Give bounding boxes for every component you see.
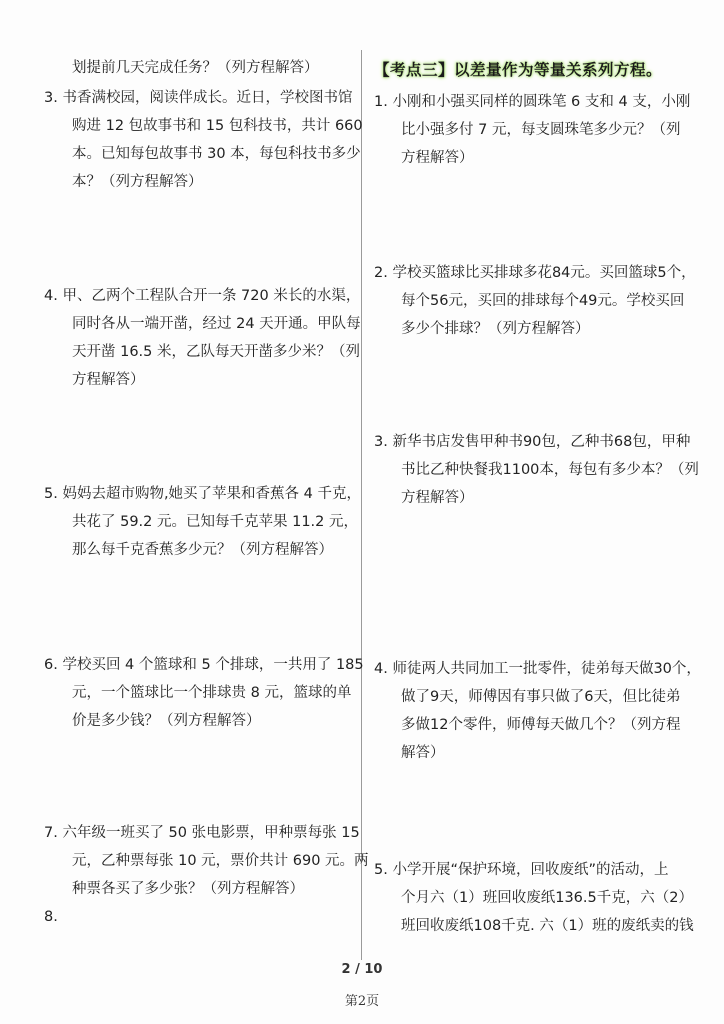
text-line: 种票各买了多少张？（列方程解答）	[72, 881, 304, 897]
page-label: 第2页	[344, 994, 380, 1009]
text-line: 解答）	[401, 745, 445, 761]
text-line: 4. 师徒两人共同加工一批零件，徒弟每天做30个，	[374, 661, 701, 677]
question-right-3	[374, 428, 699, 512]
text-line: 班回收废纸108千克. 六（1）班的废纸卖的钱	[401, 918, 694, 934]
text-line: 比小强多付 7 元，每支圆珠笔多少元？（列	[401, 122, 681, 138]
text-line: 共花了 59.2 元。已知每千克苹果 11.2 元，	[72, 514, 359, 530]
text-line: 2. 学校买篮球比买排球多花84元。买回篮球5个，	[374, 265, 696, 281]
question-right-2	[374, 259, 696, 343]
question-left-3	[44, 84, 363, 196]
text-line: 同时各从一端开凿，经过 24 天开通。甲队每	[72, 316, 361, 332]
text-line: 1. 小刚和小强买同样的圆珠笔 6 支和 4 支，小刚	[374, 94, 691, 110]
text-line: 5. 妈妈去超市购物,她买了苹果和香蕉各 4 千克，	[44, 486, 361, 502]
text-line: 方程解答）	[401, 150, 474, 166]
text-line: 书比乙种快餐我1100本，每包有多少本？（列	[401, 462, 699, 478]
text-line: 多做12个零件，师傅每天做几个？（列方程	[401, 717, 681, 733]
text-line: 方程解答）	[72, 372, 145, 388]
text-line: 本？（列方程解答）	[72, 174, 203, 190]
text-line: 方程解答）	[401, 490, 474, 506]
text-line: 3. 新华书店发售甲种书90包，乙种书68包，甲种	[374, 434, 691, 450]
text-line: 划提前几天完成任务？（列方程解答）	[72, 60, 319, 76]
section-heading: 【考点三】以差量作为等量关系列方程。	[374, 61, 663, 79]
question-left-4	[44, 282, 361, 394]
text-line: 3. 书香满校园，阅读伴成长。近日，学校图书馆	[44, 90, 353, 106]
text-line: 4. 甲、乙两个工程队合开一条 720 米长的水渠，	[44, 288, 361, 304]
text-line: 购进 12 包故事书和 15 包科技书，共计 660	[72, 118, 363, 134]
text-line: 本。已知每包故事书 30 本，每包科技书多少	[72, 146, 361, 162]
text-line: 做了9天，师傅因有事只做了6天，但比徒弟	[401, 689, 681, 705]
text-line: 价是多少钱？（列方程解答）	[72, 713, 261, 729]
text-line: 天开凿 16.5 米，乙队每天开凿多少米？（列	[72, 344, 361, 360]
text-line: 8.	[44, 909, 58, 925]
question-left-6	[44, 651, 364, 735]
question-right-1	[374, 88, 690, 172]
text-line: 元，乙种票每张 10 元，票价共计 690 元。两	[72, 853, 369, 869]
question-left-5	[44, 480, 361, 564]
page-indicator: 2 / 10	[341, 962, 383, 977]
question-right-4	[374, 655, 701, 767]
text-line: 个月六（1）班回收废纸136.5千克，六（2）	[401, 890, 693, 906]
text-line: 7. 六年级一班买了 50 张电影票，甲种票每张 15	[44, 825, 360, 841]
text-line: 每个56元，买回的排球每个49元。学校买回	[401, 293, 685, 309]
text-line: 那么每千克香蕉多少元？（列方程解答）	[72, 542, 333, 558]
question-left-7	[44, 819, 369, 931]
text-line: 5. 小学开展“保护环境，回收废纸”的活动，上	[374, 862, 669, 878]
text-line: 6. 学校买回 4 个篮球和 5 个排球，一共用了 185	[44, 657, 364, 673]
question-right-5	[374, 856, 694, 940]
text-line: 多少个排球？（列方程解答）	[401, 321, 590, 337]
question-continuation	[72, 54, 319, 82]
text-line: 元，一个篮球比一个排球贵 8 元，篮球的单	[72, 685, 352, 701]
